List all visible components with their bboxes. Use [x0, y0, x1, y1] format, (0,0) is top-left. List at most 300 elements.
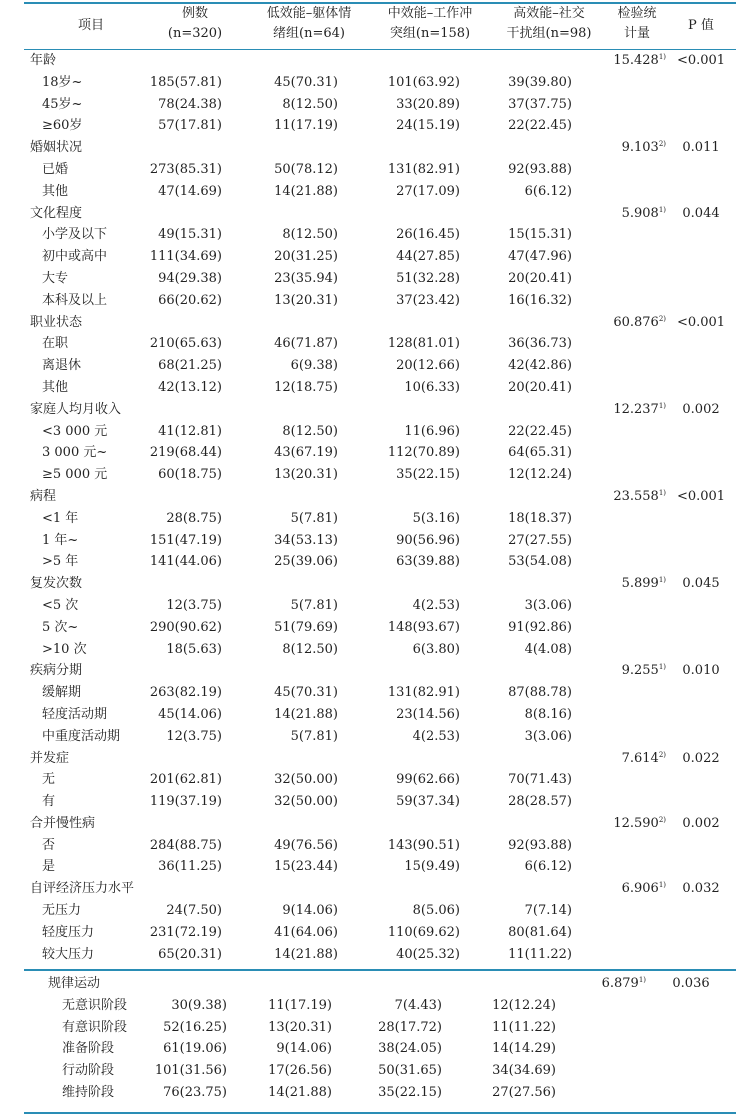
- group-label: 家庭人均月收入: [30, 401, 122, 417]
- cell-low: 43(67.19): [274, 445, 338, 461]
- cell-high: 22(22.45): [508, 118, 572, 134]
- cell-mid: 26(16.45): [396, 227, 460, 243]
- table-row: [0, 704, 750, 726]
- table-row: [0, 464, 750, 486]
- test-statistic-note: 1): [658, 53, 666, 61]
- group-row: [0, 813, 750, 835]
- p-value: 0.022: [682, 750, 720, 766]
- cell-low: 45(70.31): [274, 685, 338, 701]
- row-label: 5 次~: [42, 619, 79, 635]
- cell-high: 15(15.31): [508, 227, 572, 243]
- cell-total: 151(47.19): [149, 532, 222, 548]
- section-rule: [24, 969, 736, 971]
- header-mid-line1: 中效能–工作冲: [387, 6, 473, 21]
- cell-mid: 28(17.72): [378, 1019, 442, 1035]
- cell-high: 6(6.12): [524, 859, 572, 875]
- table-row: [0, 1038, 750, 1060]
- table-row: [0, 377, 750, 399]
- cell-total: 94(29.38): [158, 270, 222, 286]
- row-label: ≥5 000 元: [42, 467, 108, 483]
- test-statistic: [622, 137, 666, 159]
- test-statistic: [622, 660, 666, 682]
- test-statistic: [602, 973, 646, 995]
- p-value: 0.032: [682, 881, 720, 897]
- header-stat-line1: 检验统: [617, 6, 657, 21]
- cell-high: 8(8.16): [524, 706, 572, 722]
- test-statistic-value: 9.255: [621, 663, 659, 679]
- row-label: 其他: [42, 379, 69, 395]
- group-label: 规律运动: [48, 976, 101, 991]
- cell-low: 14(21.88): [274, 706, 338, 722]
- test-statistic-value: 5.908: [621, 205, 659, 221]
- cell-high: 53(54.08): [508, 554, 572, 570]
- cell-low: 32(50.00): [274, 772, 338, 788]
- group-row: [0, 878, 750, 900]
- table-row: [0, 1017, 750, 1039]
- test-statistic: [613, 399, 666, 421]
- cell-total: 12(3.75): [166, 728, 222, 744]
- test-statistic: [622, 573, 666, 595]
- cell-mid: 110(69.62): [387, 924, 460, 940]
- cell-mid: 101(63.92): [387, 74, 460, 90]
- cell-low: 9(14.06): [282, 903, 338, 919]
- table-row: [0, 995, 750, 1017]
- cell-total: 28(8.75): [166, 510, 222, 526]
- cell-low: 8(12.50): [282, 641, 338, 657]
- p-value: 0.002: [682, 815, 720, 831]
- table-row: [0, 551, 750, 573]
- cell-high: 42(42.86): [508, 358, 572, 374]
- test-statistic-note: 1): [658, 881, 666, 890]
- cell-high: 28(28.57): [508, 794, 572, 810]
- cell-high: 7(7.14): [524, 903, 572, 919]
- row-label: >10 次: [42, 641, 87, 657]
- row-label: 否: [42, 837, 56, 853]
- table-row: [0, 94, 750, 116]
- test-statistic-value: 7.614: [621, 750, 659, 766]
- cell-low: 23(35.94): [274, 270, 338, 286]
- group-row: [0, 137, 750, 159]
- cell-low: 14(21.88): [274, 946, 338, 962]
- test-statistic: [613, 486, 666, 508]
- group-label: 文化程度: [30, 205, 83, 221]
- test-statistic-note: 1): [658, 576, 666, 585]
- header-low: [254, 4, 364, 48]
- table-row: [0, 442, 750, 464]
- cell-total: 111(34.69): [149, 249, 222, 265]
- cell-total: 52(16.25): [163, 1019, 227, 1035]
- cell-low: 12(18.75): [274, 379, 338, 395]
- cell-high: 11(11.22): [492, 1019, 556, 1035]
- cell-total: 42(13.12): [158, 379, 222, 395]
- table-row: [0, 72, 750, 94]
- row-label: <3 000 元: [42, 423, 108, 439]
- cell-total: 68(21.25): [158, 358, 222, 374]
- group-row: [0, 573, 750, 595]
- cell-total: 141(44.06): [149, 554, 222, 570]
- table-row: [0, 1082, 750, 1104]
- table-tail: [0, 973, 750, 1104]
- test-statistic-value: 12.590: [613, 815, 659, 831]
- cell-mid: 40(25.32): [396, 946, 460, 962]
- header-count: [150, 4, 240, 48]
- cell-total: 36(11.25): [158, 859, 222, 875]
- cell-high: 20(20.41): [508, 270, 572, 286]
- test-statistic-value: 12.237: [613, 401, 659, 417]
- cell-mid: 7(4.43): [394, 997, 442, 1013]
- cell-total: 76(23.75): [163, 1084, 227, 1100]
- test-statistic: [622, 748, 666, 770]
- test-statistic-value: 5.899: [621, 576, 659, 592]
- row-label: 有: [42, 794, 56, 810]
- cell-mid: 35(22.15): [378, 1084, 442, 1100]
- cell-high: 27(27.55): [508, 532, 572, 548]
- p-value: <0.001: [676, 53, 726, 68]
- cell-high: 16(16.32): [508, 292, 572, 308]
- cell-low: 41(64.06): [274, 924, 338, 940]
- test-statistic-value: 6.879: [601, 976, 639, 991]
- cell-mid: 4(2.53): [412, 597, 460, 613]
- header-stat: [604, 4, 670, 48]
- cell-total: 219(68.44): [149, 445, 222, 461]
- row-label: <5 次: [42, 597, 79, 613]
- p-value: <0.001: [676, 314, 726, 330]
- cell-mid: 148(93.67): [387, 619, 460, 635]
- table-row: [0, 159, 750, 181]
- row-label: ≥60岁: [42, 118, 83, 134]
- cell-total: 61(19.06): [163, 1041, 227, 1057]
- test-statistic-value: 6.906: [621, 881, 659, 897]
- cell-total: 101(31.56): [154, 1063, 227, 1079]
- row-label: 较大压力: [42, 946, 95, 962]
- cell-high: 39(39.80): [508, 74, 572, 90]
- cell-mid: 44(27.85): [396, 249, 460, 265]
- cell-low: 46(71.87): [274, 336, 338, 352]
- cell-high: 47(47.96): [508, 249, 572, 265]
- row-label: 1 年~: [42, 532, 79, 548]
- cell-mid: 35(22.15): [396, 467, 460, 483]
- group-label: 并发症: [30, 750, 70, 766]
- group-label: 复发次数: [30, 576, 83, 592]
- cell-total: 18(5.63): [166, 641, 222, 657]
- cell-low: 14(21.88): [268, 1084, 332, 1100]
- test-statistic-value: 15.428: [613, 53, 659, 68]
- cell-mid: 20(12.66): [396, 358, 460, 374]
- row-label: >5 年: [42, 554, 79, 570]
- cell-mid: 131(82.91): [387, 161, 460, 177]
- cell-low: 14(21.88): [274, 183, 338, 199]
- cell-mid: 90(56.96): [396, 532, 460, 548]
- table-body: [0, 50, 750, 965]
- cell-total: 45(14.06): [158, 706, 222, 722]
- header-mid-line2: 突组(n=158): [389, 26, 471, 41]
- table-row: [0, 900, 750, 922]
- cell-mid: 38(24.05): [378, 1041, 442, 1057]
- cell-mid: 112(70.89): [387, 445, 460, 461]
- p-value: 0.011: [682, 140, 720, 156]
- cell-mid: 128(81.01): [387, 336, 460, 352]
- cell-high: 18(18.37): [508, 510, 572, 526]
- row-label: 轻度压力: [42, 924, 95, 940]
- group-row: [0, 203, 750, 225]
- cell-mid: 4(2.53): [412, 728, 460, 744]
- cell-low: 13(20.31): [274, 467, 338, 483]
- cell-low: 13(20.31): [268, 1019, 332, 1035]
- test-statistic-note: 2): [658, 140, 666, 149]
- cell-low: 45(70.31): [274, 74, 338, 90]
- cell-mid: 59(37.34): [396, 794, 460, 810]
- cell-low: 11(17.19): [268, 997, 332, 1013]
- cell-mid: 11(6.96): [404, 423, 460, 439]
- cell-high: 12(12.24): [508, 467, 572, 483]
- cell-low: 15(23.44): [274, 859, 338, 875]
- cell-high: 34(34.69): [492, 1063, 556, 1079]
- row-label: 中重度活动期: [42, 728, 121, 744]
- test-statistic-value: 60.876: [613, 314, 659, 330]
- cell-total: 78(24.38): [158, 96, 222, 112]
- test-statistic-value: 9.103: [621, 140, 659, 156]
- cell-high: 22(22.45): [508, 423, 572, 439]
- cell-mid: 27(17.09): [396, 183, 460, 199]
- test-statistic-note: 1): [658, 663, 666, 672]
- cell-low: 51(79.69): [274, 619, 338, 635]
- row-label: 小学及以下: [42, 227, 108, 243]
- row-label: 行动阶段: [62, 1063, 115, 1079]
- table-row: [0, 595, 750, 617]
- cell-low: 8(12.50): [282, 96, 338, 112]
- group-row: [0, 973, 750, 995]
- row-label: 大专: [42, 270, 69, 286]
- cell-total: 210(65.63): [149, 336, 222, 352]
- cell-high: 11(11.22): [508, 946, 572, 962]
- header-item: 项目: [77, 18, 104, 33]
- test-statistic: [622, 203, 666, 225]
- cell-mid: 63(39.88): [396, 554, 460, 570]
- row-label: 45岁~: [42, 96, 83, 112]
- cell-low: 50(78.12): [274, 161, 338, 177]
- cell-total: 263(82.19): [149, 685, 222, 701]
- test-statistic: [622, 878, 666, 900]
- cell-high: 20(20.41): [508, 379, 572, 395]
- cell-high: 87(88.78): [508, 685, 572, 701]
- cell-high: 64(65.31): [508, 445, 572, 461]
- row-label: 有意识阶段: [62, 1019, 128, 1035]
- test-statistic-note: 2): [658, 314, 666, 323]
- group-row: [0, 399, 750, 421]
- cell-total: 273(85.31): [149, 161, 222, 177]
- cell-total: 201(62.81): [149, 772, 222, 788]
- row-label: 其他: [42, 183, 69, 199]
- test-statistic: [613, 312, 666, 334]
- cell-total: 47(14.69): [158, 183, 222, 199]
- row-label: <1 年: [42, 510, 79, 526]
- cell-mid: 50(31.65): [378, 1063, 442, 1079]
- row-label: 轻度活动期: [42, 706, 108, 722]
- table-row: [0, 769, 750, 791]
- table-row: [0, 835, 750, 857]
- cell-low: 5(7.81): [290, 510, 338, 526]
- cell-total: 290(90.62): [149, 619, 222, 635]
- test-statistic-value: 23.558: [613, 488, 659, 504]
- cell-high: 36(36.73): [508, 336, 572, 352]
- cell-high: 6(6.12): [524, 183, 572, 199]
- cell-low: 34(53.13): [274, 532, 338, 548]
- header-stat-line2: 计量: [623, 26, 650, 41]
- cell-low: 11(17.19): [274, 118, 338, 134]
- cell-total: 30(9.38): [171, 997, 227, 1013]
- table-row: [0, 290, 750, 312]
- cell-high: 92(93.88): [508, 161, 572, 177]
- table-row: [0, 617, 750, 639]
- row-label: 本科及以上: [42, 292, 108, 308]
- table-row: [0, 530, 750, 552]
- row-label: 初中或高中: [42, 249, 108, 265]
- table-row: [0, 224, 750, 246]
- table-row: [0, 944, 750, 966]
- cell-low: 13(20.31): [274, 292, 338, 308]
- test-statistic-note: 1): [638, 976, 646, 984]
- row-label: 3 000 元~: [42, 445, 108, 461]
- group-row: [0, 50, 750, 72]
- cell-high: 4(4.08): [524, 641, 572, 657]
- cell-mid: 143(90.51): [387, 837, 460, 853]
- cell-low: 25(39.06): [274, 554, 338, 570]
- header-high-line1: 高效能–社交: [513, 6, 585, 21]
- table-row: [0, 856, 750, 878]
- group-label: 年龄: [30, 53, 57, 68]
- cell-mid: 23(14.56): [396, 706, 460, 722]
- test-statistic-note: 1): [658, 205, 666, 214]
- header-count-label: 例数: [181, 6, 208, 21]
- cell-low: 9(14.06): [276, 1041, 332, 1057]
- cell-mid: 5(3.16): [412, 510, 460, 526]
- table-row: [0, 508, 750, 530]
- table-row: [0, 355, 750, 377]
- cell-mid: 131(82.91): [387, 685, 460, 701]
- cell-high: 14(14.29): [492, 1041, 556, 1057]
- p-value: 0.044: [682, 205, 720, 221]
- header-high: [492, 4, 606, 48]
- cell-low: 20(31.25): [274, 249, 338, 265]
- cell-low: 17(26.56): [268, 1063, 332, 1079]
- cell-total: 49(15.31): [158, 227, 222, 243]
- cell-high: 3(3.06): [524, 597, 572, 613]
- group-label: 婚姻状况: [30, 140, 83, 156]
- table-row: [0, 1060, 750, 1082]
- header-high-line2: 干扰组(n=98): [506, 26, 592, 41]
- cell-total: 66(20.62): [158, 292, 222, 308]
- p-value: 0.002: [682, 401, 720, 417]
- table-row: [0, 268, 750, 290]
- cell-high: 92(93.88): [508, 837, 572, 853]
- row-label: 维持阶段: [62, 1084, 115, 1100]
- table-row: [0, 639, 750, 661]
- table-row: [0, 682, 750, 704]
- cell-high: 70(71.43): [508, 772, 572, 788]
- group-label: 病程: [30, 488, 57, 504]
- test-statistic-note: 1): [658, 488, 666, 497]
- cell-mid: 15(9.49): [404, 859, 460, 875]
- cell-total: 41(12.81): [158, 423, 222, 439]
- group-row: [0, 486, 750, 508]
- test-statistic-note: 2): [658, 815, 666, 824]
- row-label: 无: [42, 772, 56, 788]
- cell-low: 8(12.50): [282, 423, 338, 439]
- group-row: [0, 312, 750, 334]
- test-statistic: [613, 50, 666, 72]
- cell-low: 5(7.81): [290, 597, 338, 613]
- cell-high: 3(3.06): [524, 728, 572, 744]
- p-value: 0.036: [672, 976, 710, 991]
- cell-low: 49(76.56): [274, 837, 338, 853]
- group-row: [0, 748, 750, 770]
- cell-mid: 10(6.33): [404, 379, 460, 395]
- test-statistic-note: 1): [658, 401, 666, 410]
- header-count-sub: (n=320): [167, 26, 223, 41]
- group-label: 自评经济压力水平: [30, 881, 135, 897]
- p-value: 0.010: [682, 663, 720, 679]
- group-label: 职业状态: [30, 314, 83, 330]
- cell-low: 6(9.38): [290, 358, 338, 374]
- cell-mid: 24(15.19): [396, 118, 460, 134]
- cell-total: 65(20.31): [158, 946, 222, 962]
- cell-total: 12(3.75): [166, 597, 222, 613]
- cell-mid: 99(62.66): [396, 772, 460, 788]
- table-row: [0, 181, 750, 203]
- cell-mid: 37(23.42): [396, 292, 460, 308]
- cell-high: 27(27.56): [492, 1084, 556, 1100]
- p-value: 0.045: [682, 576, 720, 592]
- group-row: [0, 660, 750, 682]
- test-statistic: [613, 813, 666, 835]
- table-row: [0, 115, 750, 137]
- cell-high: 12(12.24): [492, 997, 556, 1013]
- row-label: 已婚: [42, 161, 69, 177]
- group-label: 疾病分期: [30, 663, 83, 679]
- cell-mid: 51(32.28): [396, 270, 460, 286]
- bottom-rule: [24, 1112, 736, 1114]
- cell-total: 57(17.81): [158, 118, 222, 134]
- cell-high: 80(81.64): [508, 924, 572, 940]
- table-row: [0, 421, 750, 443]
- table-row: [0, 791, 750, 813]
- cell-mid: 8(5.06): [412, 903, 460, 919]
- row-label: 无意识阶段: [62, 997, 128, 1013]
- cell-total: 24(7.50): [166, 903, 222, 919]
- row-label: 18岁~: [42, 74, 83, 90]
- cell-high: 91(92.86): [508, 619, 572, 635]
- header-mid: [370, 4, 490, 48]
- header-low-line2: 绪组(n=64): [273, 26, 345, 41]
- table-row: [0, 333, 750, 355]
- row-label: 是: [42, 859, 56, 875]
- cell-high: 37(37.75): [508, 96, 572, 112]
- cell-total: 60(18.75): [158, 467, 222, 483]
- group-label: 合并慢性病: [30, 815, 96, 831]
- cell-low: 32(50.00): [274, 794, 338, 810]
- row-label: 准备阶段: [62, 1041, 115, 1057]
- row-label: 在职: [42, 336, 69, 352]
- cell-total: 231(72.19): [149, 924, 222, 940]
- cell-total: 119(37.19): [149, 794, 222, 810]
- cell-mid: 6(3.80): [412, 641, 460, 657]
- cell-low: 8(12.50): [282, 227, 338, 243]
- row-label: 离退休: [42, 358, 82, 374]
- row-label: 缓解期: [42, 685, 82, 701]
- test-statistic-note: 2): [658, 750, 666, 759]
- cell-low: 5(7.81): [290, 728, 338, 744]
- header-p: P 值: [688, 18, 714, 33]
